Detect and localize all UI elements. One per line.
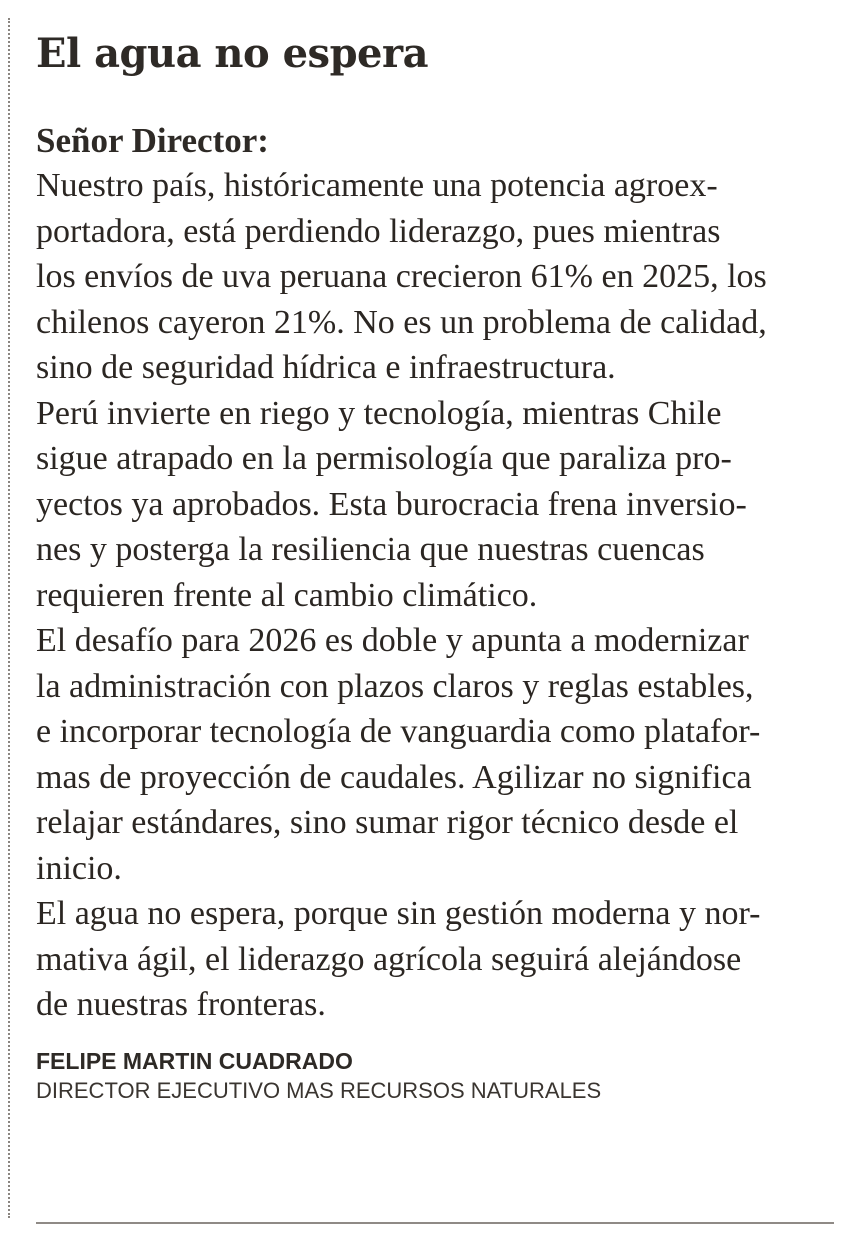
text-line: chilenos cayeron 21%. No es un problema de calidad, xyxy=(36,303,767,341)
letter-headline: El agua no espera xyxy=(36,30,428,77)
text-line: Nuestro país, históricamente una potencia agroex- xyxy=(36,167,718,204)
text-line: mativa ágil, el liderazgo agrícola seguirá alejándose xyxy=(36,940,742,978)
text-line: requieren frente al cambio climático. xyxy=(36,576,538,614)
text-line: e incorporar tecnología de vanguardia como platafor- xyxy=(36,713,761,750)
letter-paragraph-3 xyxy=(36,618,836,891)
text-line: Perú invierte en riego y tecnología, mientras Chile xyxy=(36,394,722,432)
text-line: yectos ya aprobados. Esta burocracia frena inversio- xyxy=(36,485,747,523)
author-name: FELIPE MARTIN CUADRADO xyxy=(36,1047,353,1074)
text-line: la administración con plazos claros y reglas estables, xyxy=(36,667,754,705)
text-line: los envíos de uva peruana crecieron 61% en 2025, los xyxy=(36,258,767,295)
text-line: relajar estándares, sino sumar rigor técnico desde el xyxy=(36,804,739,841)
text-line: inicio. xyxy=(36,849,122,887)
letter-paragraph-1 xyxy=(36,163,836,391)
author-title: DIRECTOR EJECUTIVO MAS RECURSOS NATURALES xyxy=(36,1077,602,1103)
text-line: El desafío para 2026 es doble y apunta a modernizar xyxy=(36,622,749,659)
letter-paragraph-4 xyxy=(36,891,836,1028)
text-line: El agua no espera, porque sin gestión moderna y nor- xyxy=(36,895,761,932)
text-line: sino de seguridad hídrica e infraestructura. xyxy=(36,349,616,386)
text-line: de nuestras fronteras. xyxy=(36,986,326,1023)
dotted-column-rule xyxy=(8,18,10,1218)
text-line: mas de proyección de caudales. Agilizar no significa xyxy=(36,758,752,796)
letter-to-editor xyxy=(36,32,836,1106)
letter-paragraph-2 xyxy=(36,391,836,619)
bottom-divider xyxy=(36,1222,834,1224)
text-line: portadora, está perdiendo liderazgo, pues mientras xyxy=(36,212,721,250)
letter-salutation: Señor Director: xyxy=(36,121,269,160)
text-line: nes y posterga la resiliencia que nuestras cuencas xyxy=(36,531,705,568)
text-line: sigue atrapado en la permisología que paraliza pro- xyxy=(36,440,732,477)
letter-signature xyxy=(36,1046,836,1106)
